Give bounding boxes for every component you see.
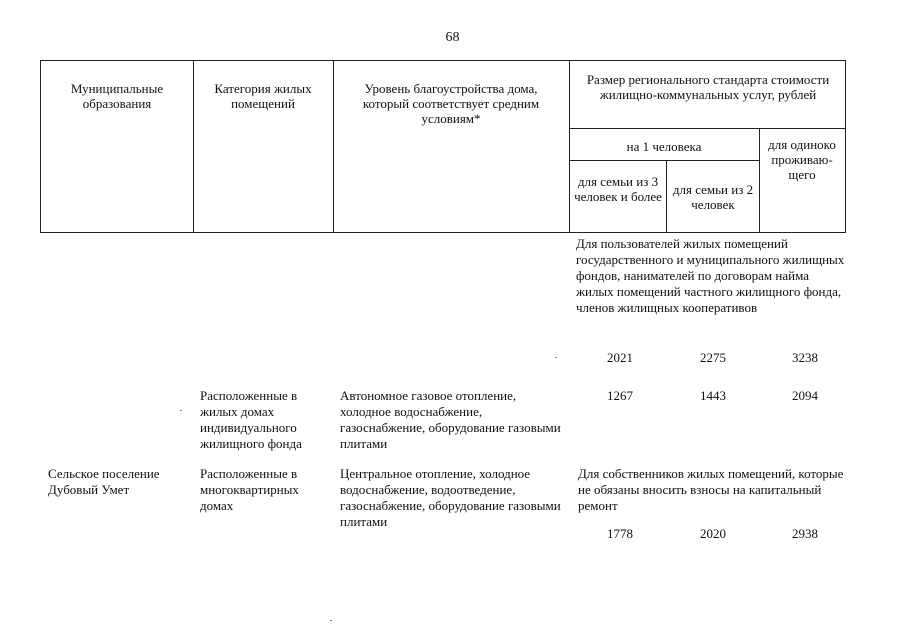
header-standard: Размер регионального стандарта стоимости жилищно-коммунальных услуг, рублей [586, 72, 830, 102]
row1-family2: 2275 [700, 350, 726, 365]
page-number: 68 [445, 30, 460, 45]
header-municipalities: Муниципальные образования [70, 81, 164, 111]
row3-municipality: Сельское поселение Дубовый Умет [48, 466, 160, 497]
row1-single: 3238 [792, 350, 818, 365]
row3-level: Центральное отопление, холодное водоснабжение, водоотведение, газоснабжение, оборудование газовыми плитами [340, 466, 561, 529]
row3-category: Расположенные в многоквартирных домах [200, 466, 299, 513]
header-level: Уровень благоустройства дома, который соответствует средним условиям* [362, 81, 540, 126]
scan-speck [180, 410, 182, 411]
row2-family3: 1267 [607, 388, 633, 403]
row3-single: 2938 [792, 526, 818, 541]
header-family-3: для семьи из 3 человек и более [574, 174, 662, 204]
row3-family3: 1778 [607, 526, 633, 541]
header-family-2: для семьи из 2 человек [672, 182, 754, 212]
row2-level: Автономное газовое отопление, холодное водоснабжение, газоснабжение, оборудование газовыми плитами [340, 388, 561, 451]
owners-note: Для собственников жилых помещений, которые не обязаны вносить взносы на капитальный ремонт [578, 466, 844, 513]
row2-category: Расположенные в жилых домах индивидуального жилищного фонда [200, 388, 302, 451]
header-per-person: на 1 человека [626, 139, 702, 154]
row2-single: 2094 [792, 388, 818, 403]
users-note: Для пользователей жилых помещений государственного и муниципального жилищных фондов, нанимателей по договорам найма жилых помещений частного жилищного фонда, членов жилищных кооперативов [576, 236, 845, 315]
header-category: Категория жилых помещений [214, 81, 312, 111]
row3-family2: 2020 [700, 526, 726, 541]
row2-family2: 1443 [700, 388, 726, 403]
scan-speck [555, 357, 557, 358]
row1-family3: 2021 [607, 350, 633, 365]
scan-speck [330, 620, 332, 621]
header-single: для одиноко проживаю-щего [768, 137, 836, 182]
